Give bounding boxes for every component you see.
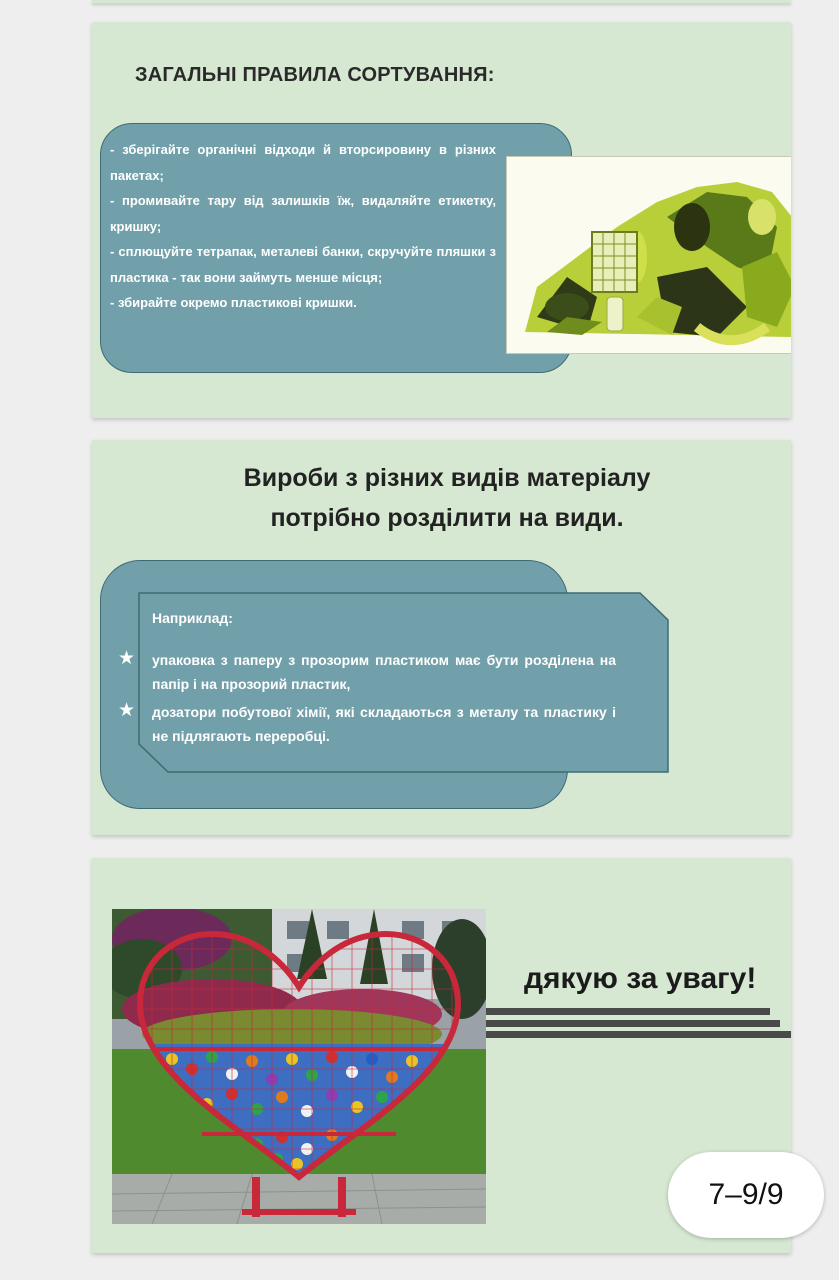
slide-title [92,458,791,538]
example-item [118,648,616,696]
decor-line [486,1020,780,1027]
decor-line [486,1008,770,1015]
rule-item: - зберігайте органічні відходи й вторсировину в різних пакетах; [110,142,496,183]
star-icon: ★ [118,700,136,721]
example-heading: Наприклад: [152,610,233,626]
thank-you-text: дякую за увагу! [524,962,757,995]
title-line-1: Вироби з різних видів матеріалу [243,464,651,492]
heart-bottle-cap-container-icon [112,909,486,1224]
example-item [118,700,616,748]
page-indicator: 7–9/9 [668,1152,824,1238]
example-text: дозатори побутової хімії, які складаються з металу та пластику і не підлягають переробці. [152,704,616,744]
waste-pile-image [506,156,791,354]
slide-title: ЗАГАЛЬНІ ПРАВИЛА СОРТУВАННЯ: [135,64,495,86]
star-icon: ★ [118,648,136,669]
example-text: упаковка з паперу з прозорим пластиком має бути розділена на папір і на прозорий пластик, [152,652,616,692]
title-line-2: потрібно розділити на види. [270,504,624,532]
slide-sorting-rules [92,22,791,418]
rules-list [110,137,496,316]
decor-line [486,1031,791,1038]
rule-item: - промивайте тару від залишків їж, видаляйте етикетку, кришку; [110,193,496,234]
rule-item: - сплющуйте тетрапак, металеві банки, скручуйте пляшки з пластика - так вони займуть менше місця; [110,244,496,285]
slide-material-separation [92,440,791,835]
rule-item: - збирайте окремо пластикові кришки. [110,295,357,310]
waste-pile-illustration-icon [507,157,791,353]
heart-container-photo [112,909,486,1224]
previous-slide-edge [92,0,791,3]
example-content [118,610,616,752]
